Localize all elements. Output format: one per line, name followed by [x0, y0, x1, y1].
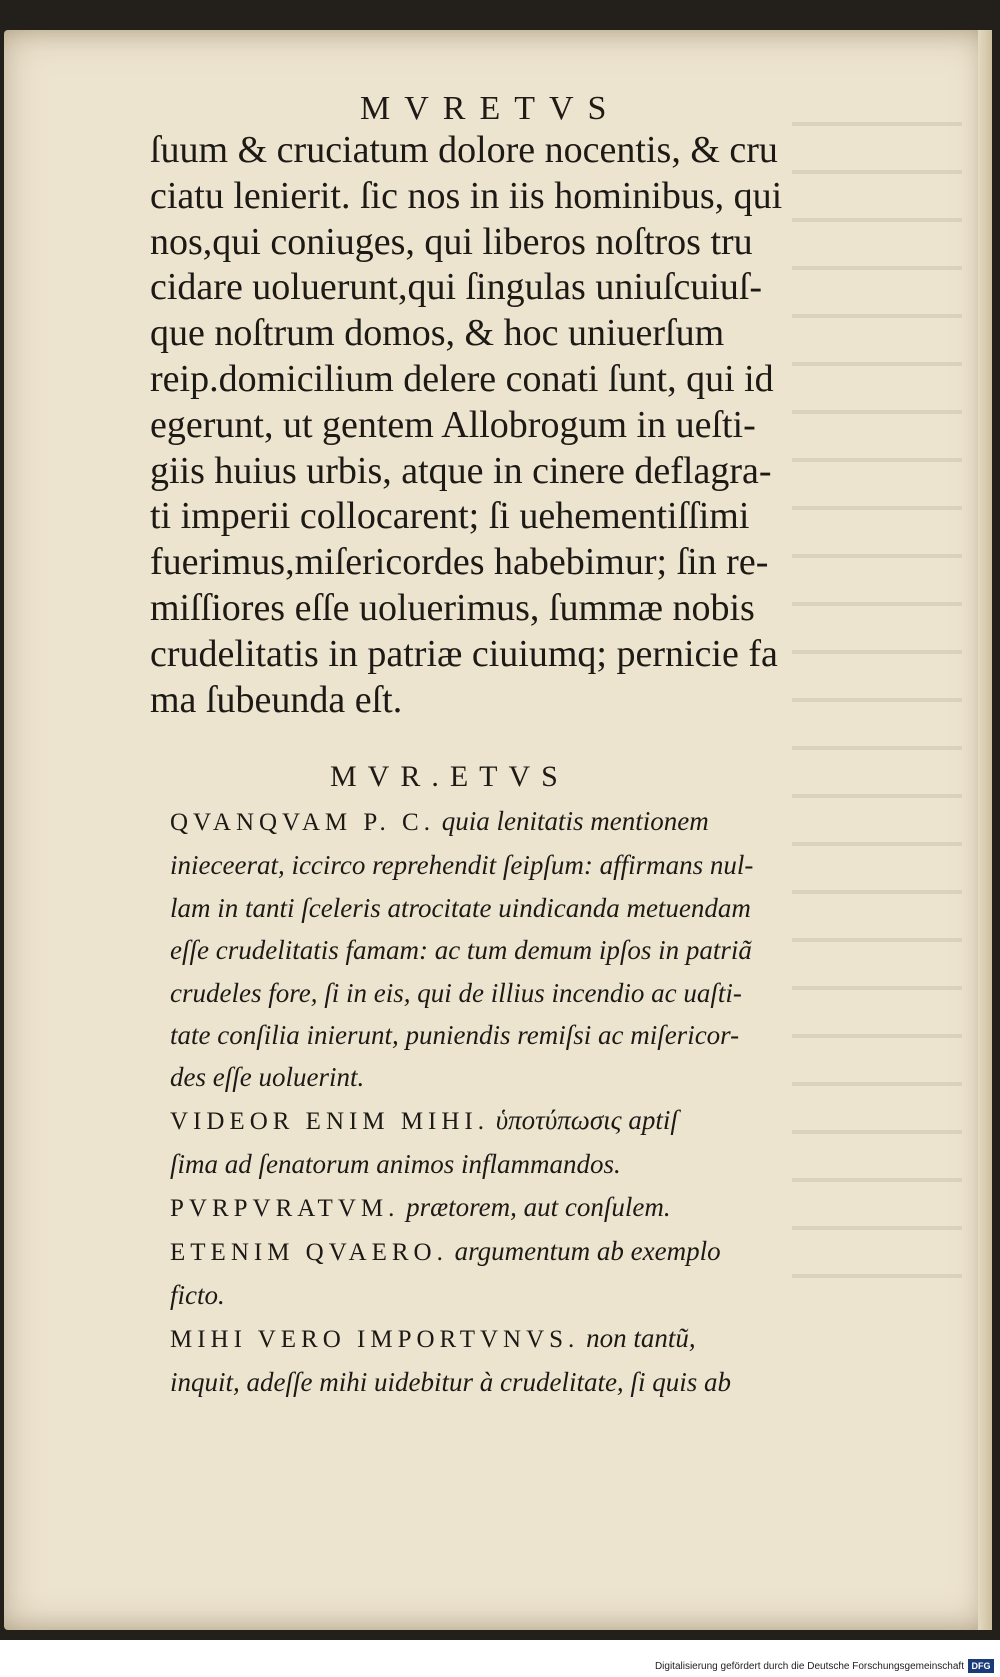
- commentary-line: [170, 1186, 940, 1230]
- gloss: ficto.: [170, 1280, 225, 1311]
- main-text-line: giis huius urbis, atque in cinere deflagra-: [150, 449, 772, 492]
- gloss: non tantũ,: [586, 1322, 696, 1353]
- gloss: quia lenitatis mentionem: [441, 806, 709, 836]
- commentary-line: [170, 1056, 940, 1098]
- commentary-line: [170, 1317, 940, 1361]
- main-text-line: reip.domicilium delere conati ſunt, qui id: [150, 357, 774, 400]
- gloss: crudeles fore, ſi in eis, qui de illius incendio ac uaſti-: [170, 977, 742, 1008]
- main-text-line: ciatu lenierit. ſic nos in iis hominibus, qui: [150, 174, 783, 217]
- main-text-block: [150, 128, 920, 723]
- main-text-line: egerunt, ut gentem Allobrogum in ueſti-: [150, 403, 756, 446]
- commentary-line: [170, 844, 940, 886]
- lemma: PVRPVRATVM.: [170, 1194, 400, 1222]
- commentary-line: [170, 1230, 940, 1274]
- gloss: prætorem, aut conſulem.: [406, 1191, 671, 1222]
- dfg-logo: DFG: [968, 1659, 994, 1673]
- main-text-line: ſuum & cruciatum dolore nocentis, & cru: [150, 129, 778, 171]
- lemma: MIHI VERO IMPORTVNVS.: [170, 1325, 580, 1353]
- running-head: MVRETVS: [360, 90, 621, 127]
- page-edge: [978, 30, 992, 1630]
- gloss: argumentum ab exemplo: [454, 1236, 721, 1267]
- commentary-line: [170, 1143, 940, 1185]
- commentary-line: [170, 800, 940, 844]
- main-text-line: ma ſubeunda eſt.: [150, 678, 403, 721]
- gloss: inieceerat, iccirco reprehendit ſeipſum: affirmans nul-: [170, 850, 754, 881]
- gloss: des eſſe uoluerint.: [170, 1062, 365, 1093]
- main-text-line: que noſtrum domos, & hoc uniuerſum: [150, 312, 725, 355]
- main-text-line: crudelitatis in patriæ ciuiumq; pernicie fa: [150, 632, 778, 675]
- commentary-line: [170, 1014, 940, 1056]
- lemma: VIDEOR ENIM MIHI.: [170, 1107, 489, 1135]
- lemma: ETENIM QVAERO.: [170, 1239, 448, 1267]
- commentary-line: [170, 1099, 940, 1143]
- funding-credit: Digitalisierung gefördert durch die Deutsche Forschungsgemeinschaft: [654, 1661, 964, 1672]
- gloss: eſſe crudelitatis famam: ac tum demum ipſos in patriã: [170, 935, 752, 966]
- gloss: ὑποτύπωσις aptiſ: [495, 1104, 678, 1135]
- commentary-line: [170, 972, 940, 1014]
- main-text-line: nos,qui coniuges, qui liberos noſtros tru: [150, 220, 753, 263]
- main-text-line: fuerimus,miſericordes habebimur; ſin re-: [150, 541, 769, 584]
- main-text-line: cidare uoluerunt,qui ſingulas uniuſcuiuſ-: [150, 266, 763, 309]
- commentary-line: [170, 1361, 940, 1403]
- gloss: tate conſilia inierunt, puniendis remiſsi ac miſericor-: [170, 1020, 740, 1051]
- commentary-block: [170, 800, 940, 1404]
- lemma: QVANQVAM P. C.: [170, 809, 435, 836]
- section-heading: MVR.ETVS: [330, 760, 569, 793]
- commentary-line: [170, 887, 940, 929]
- gloss: lam in tanti ſceleris atrocitate uindicanda metuendam: [170, 892, 751, 923]
- commentary-line: [170, 929, 940, 971]
- gloss: ſima ad ſenatorum animos inflammandos.: [170, 1149, 621, 1180]
- commentary-line: [170, 1274, 940, 1316]
- main-text-line: miſſiores eſſe uoluerimus, ſummæ nobis: [150, 586, 755, 629]
- main-text-line: ti imperii collocarent; ſi uehementiſſimi: [150, 495, 750, 538]
- gloss: inquit, adeſſe mihi uidebitur à crudelitate, ſi quis ab: [170, 1367, 731, 1398]
